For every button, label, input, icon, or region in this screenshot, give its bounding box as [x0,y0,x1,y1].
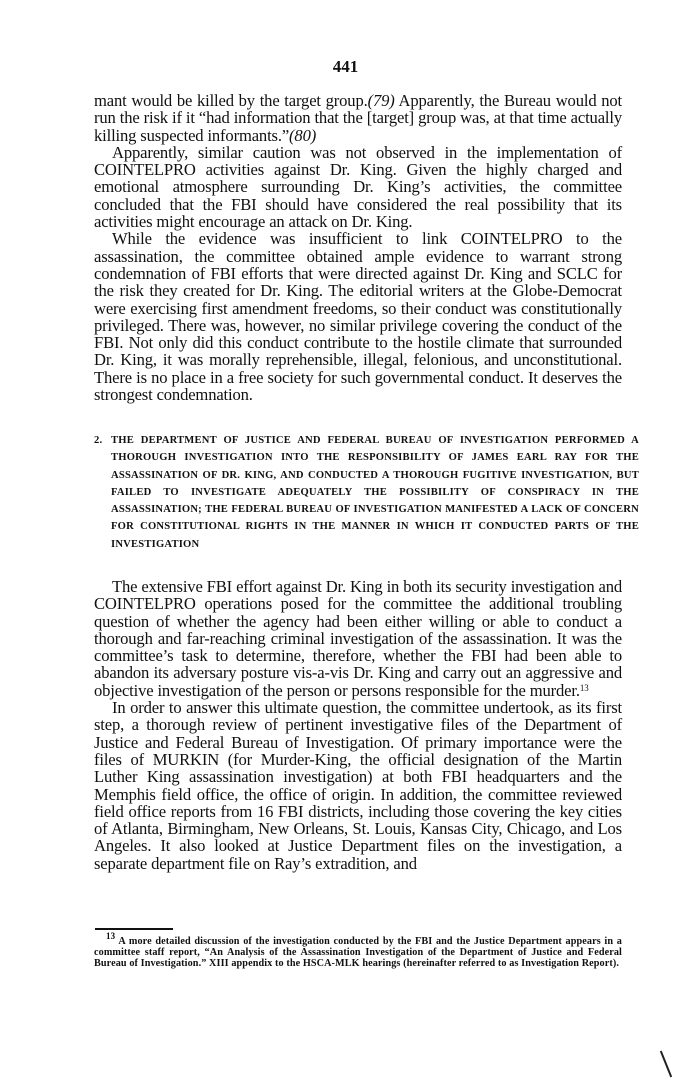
footnote-divider [95,928,173,930]
paragraph-text: Apparently, the Bureau would not run the risk if it “had information that the [target] group was, at that time actually killing suspected informants.” [94,91,622,145]
paragraph [94,578,622,699]
paragraph: In order to answer this ultimate question, the committee undertook, as its first step, a thorough review of pertinent investigative files of the Department of Justice and Federal Bureau of Investigation. Of primary importance were the files of MURKIN (for Murder-King, the official designation of the Martin Luther King assassination investigation) at both FBI headquarters and the Memphis field office, the office of origin. In addition, the committee reviewed field office reports from 16 FBI districts, including those covering the key cities of Atlanta, Birmingham, New Orleans, St. Louis, Kansas City, Chicago, and Los Angeles. It also looked at Justice Department files on the investigation, a separate department file on Ray’s extradition, and [94,698,622,873]
section-number: 2. [94,435,103,446]
paragraph: While the evidence was insufficient to link COINTELPRO to the assassination, the committee obtained ample evidence to warrant strong condemnation of FBI efforts that were directed against Dr. King and SCLC for the risk they created for Dr. King. The editorial writers at the Globe-Democrat were exercising first amendment freedoms, so their conduct was constitutionally privileged. There was, however, no similar privilege covering the conduct of the FBI. Not only did this conduct contribute to the hostile climate that surrounded Dr. King, it was morally reprehensible, illegal, felonious, and unconstitutional. There is no place in a free society for such governmental conduct. It deserves the strongest condemnation. [94,229,622,405]
page-number: 441 [332,57,359,76]
opening-paragraphs [94,92,622,403]
section-body [94,578,622,872]
citation-ref: (80) [289,125,317,145]
paragraph-text: The extensive FBI effort against Dr. King in both its security investigation and COINTELPRO operations posed for the committee the additional troubling question of whether the agency had been either willing or able to conduct a thorough and far-reaching criminal investigation of the assassination. It was the committee’s task to determine, therefore, whether the FBI had been able to abandon its adversary posture vis-a-vis Dr. King and carry out an aggressive and objective investigation of the person or persons responsible for the murder. [94,577,622,700]
footnote-text: A more detailed discussion of the investigation conducted by the FBI and the Justice Department appears in a committee staff report, “An Analysis of the Assassination Investigation of the Department of Justice and Federal Bureau of Investigation.” XIII appendix to the HSCA-MLK hearings (hereinafter referred to as Investigation Report). [94,936,622,969]
paragraph-continuation [94,92,622,144]
footnote-marker: 13 [106,931,116,941]
citation-ref: (79) [367,91,395,110]
paragraph: Apparently, similar caution was not observed in the implementation of COINTELPRO activities against Dr. King. Given the highly charged and emotional atmosphere surrounding Dr. King’s activities, the committee concluded that the FBI should have considered the real possibility that its activities might encourage an attack on Dr. King. [94,142,622,232]
stray-pen-mark [660,1051,672,1078]
paragraph-text: mant would be killed by the target group. [94,91,368,110]
section-heading-text: THE DEPARTMENT OF JUSTICE AND FEDERAL BUREAU OF INVESTIGATION PERFORMED A THOROUGH INVESTIGATION INTO THE RESPONSIBILITY OF JAMES EARL RAY FOR THE ASSASSINATION OF DR. KING, AND CONDUCTED A THOROUGH FUGITIVE INVESTIGATION, BUT FAILED TO INVESTIGATE ADEQUATELY THE POSSIBILITY OF CONSPIRACY IN THE ASSASSINATION; THE FEDERAL BUREAU OF INVESTIGATION MANIFESTED A LACK OF CONCERN FOR CONSTITUTIONAL RIGHTS IN THE MANNER IN WHICH IT CONDUCTED PARTS OF THE INVESTIGATION [111,435,639,550]
footnote-ref[interactable]: 13 [579,682,589,693]
section-heading [94,432,639,553]
footnote [94,931,622,969]
